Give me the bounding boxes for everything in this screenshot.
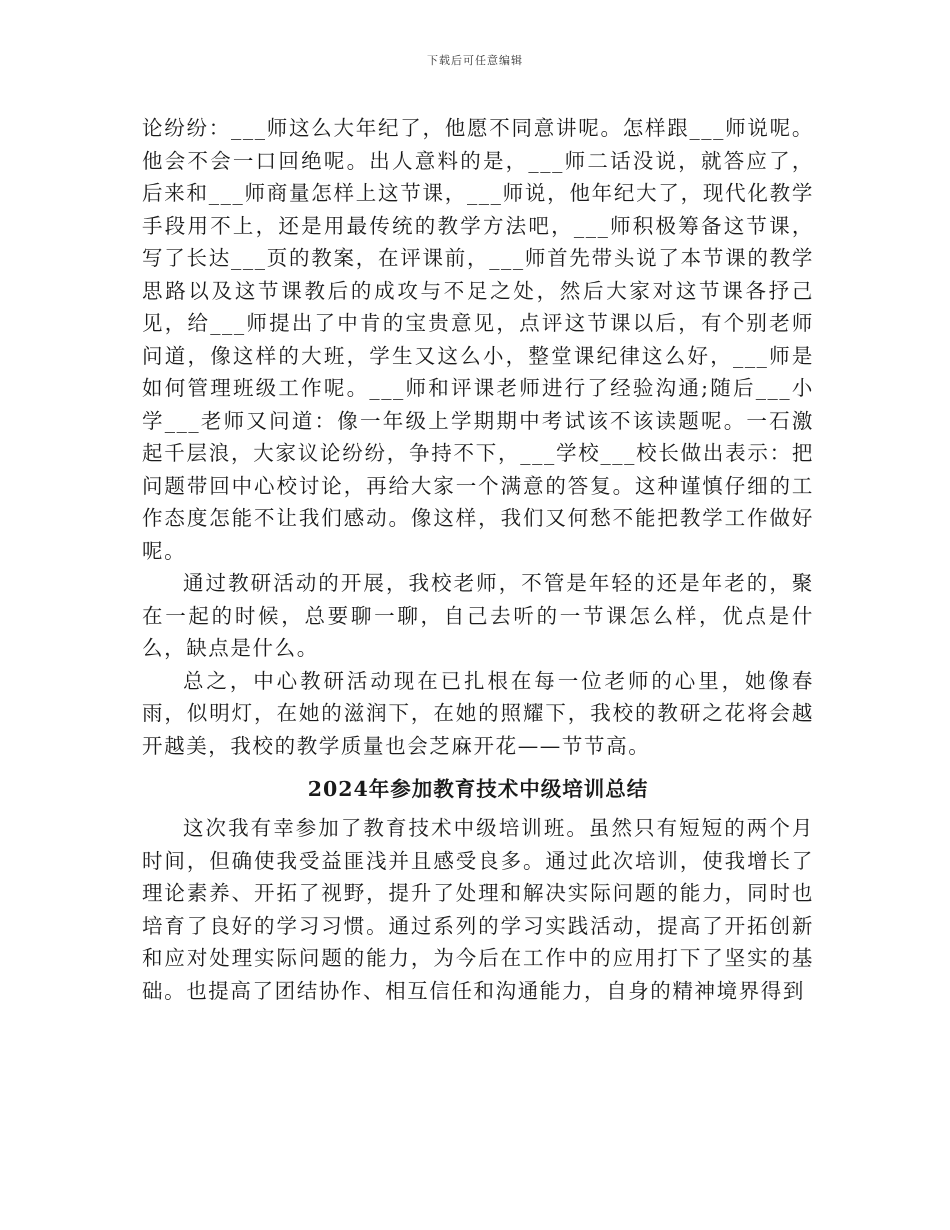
document-body — [142, 112, 814, 1007]
paragraph-conclusion: 总之，中心教研活动现在已扎根在每一位老师的心里，她像春雨，似明灯，在她的滋润下，在她的照耀下，我校的教研之花将会越开越美，我校的教学质量也会芝麻开花——节节高。 — [142, 668, 814, 758]
section-title: 2024年参加教育技术中级培训总结 — [307, 777, 649, 801]
paragraph-teaching-research: 通过教研活动的开展，我校老师，不管是年轻的还是年老的，聚在一起的时候，总要聊一聊，自己去听的一节课怎么样，优点是什么，缺点是什么。 — [142, 571, 814, 660]
paragraph-continued: 论纷纷：___师这么大年纪了，他愿不同意讲呢。怎样跟___师说呢。他会不会一口回绝呢。出人意料的是，___师二话没说，就答应了，后来和___师商量怎样上这节课，___师说，他年纪大了，现代化教学手段用不上，还是用最传统的教学方法吧，___师积极筹备这节课，写了长达___页的教案，在评课前，___师首先带头说了本节课的教学思路以及这节课教后的成攻与不足之处，然后大家对这节课各抒己见，给___师提出了中肯的宝贵意见，点评这节课以后，有个别老师问道，像这样的大班，学生又这么小，整堂课纪律这么好，___师是如何管理班级工作呢。___师和评课老师进行了经验沟通;随后___小学___老师又问道：像一年级上学期期中考试该不该读题呢。一石激起千层浪，大家议论纷纷，争持不下，___学校___校长做出表示：把问题带回中心校讨论，再给大家一个满意的答复。这种谨慎仔细的工作态度怎能不让我们感动。像这样，我们又何愁不能把教学工作做好呢。 — [142, 116, 814, 563]
page-header: 下载后可任意编辑 — [427, 54, 523, 67]
paragraph-training-summary: 这次我有幸参加了教育技术中级培训班。虽然只有短短的两个月时间，但确使我受益匪浅并且感受良多。通过此次培训，使我增长了理论素养、开拓了视野，提升了处理和解决实际问题的能力，同时也培育了良好的学习习惯。通过系列的学习实践活动，提高了开拓创新和应对处理实际问题的能力，为今后在工作中的应用打下了坚实的基础。也提高了团结协作、相互信任和沟通能力，自身的精神境界得到 — [142, 816, 814, 1003]
